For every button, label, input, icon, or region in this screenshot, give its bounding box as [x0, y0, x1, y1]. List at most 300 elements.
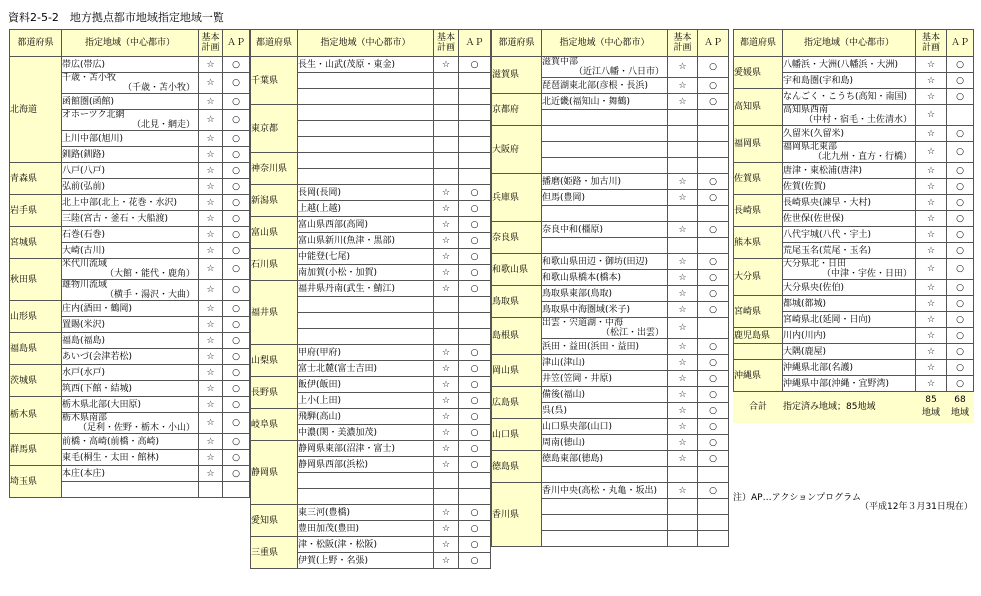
basic-plan-mark [199, 482, 223, 498]
basic-plan-mark: ☆ [199, 381, 223, 397]
table-row [492, 355, 729, 371]
basic-plan-mark: ☆ [199, 450, 223, 466]
area-central-cities: （中村・宿毛・土佐清水） [803, 115, 912, 125]
designated-area-cell [298, 553, 434, 569]
designated-area-cell [542, 339, 668, 355]
action-program-mark: ○ [459, 345, 491, 361]
header-basic-plan: 基本 計画 [199, 30, 223, 57]
basic-plan-mark: ☆ [668, 318, 698, 339]
table-row [251, 57, 491, 73]
basic-plan-mark: ☆ [199, 434, 223, 450]
action-program-mark: ○ [223, 259, 250, 280]
action-program-mark: ○ [223, 381, 250, 397]
total-summary: 指定済み地域；85地域 [783, 392, 916, 423]
area-name: 但馬(豊岡) [542, 192, 586, 203]
table-row [734, 163, 974, 179]
action-program-mark: ○ [223, 57, 250, 73]
area-name: 津・松阪(津・松阪) [298, 539, 378, 550]
basic-plan-mark: ☆ [434, 361, 459, 377]
basic-plan-mark: ☆ [668, 451, 698, 467]
action-program-mark [698, 126, 729, 142]
area-name: 中能登(七尾) [298, 251, 351, 262]
basic-plan-mark [434, 73, 459, 89]
action-program-mark [459, 169, 491, 185]
action-program-mark: ○ [223, 365, 250, 381]
area-name: 佐賀(佐賀) [783, 181, 827, 192]
designated-area-cell [298, 393, 434, 409]
action-program-mark: ○ [223, 317, 250, 333]
action-program-mark [459, 313, 491, 329]
basic-plan-mark [668, 206, 698, 222]
designated-area-cell [62, 317, 199, 333]
table-row [734, 360, 974, 376]
basic-plan-mark [434, 169, 459, 185]
table-header [251, 30, 491, 57]
area-name: 徳島東部(徳島) [542, 453, 604, 464]
table-row [734, 296, 974, 312]
area-name: 雄物川流域 [62, 280, 108, 290]
area-name: 静岡県東部(沼津・富士) [298, 443, 396, 454]
designated-area-cell [62, 397, 199, 413]
area-central-cities: （中津・宇佐・日田） [821, 269, 912, 279]
area-name: 本庄(本庄) [62, 468, 106, 479]
area-name: 沖縄県中部(沖縄・宜野湾) [783, 378, 890, 389]
table-header [734, 30, 974, 57]
designated-area-cell [298, 297, 434, 313]
basic-plan-mark [434, 137, 459, 153]
designated-area-cell [783, 259, 916, 280]
basic-plan-mark: ☆ [916, 259, 947, 280]
area-central-cities: （松江・出雲） [600, 328, 664, 338]
action-program-mark: ○ [698, 286, 729, 302]
action-program-mark: ○ [459, 217, 491, 233]
table-row [251, 249, 491, 265]
basic-plan-mark [668, 531, 698, 547]
basic-plan-mark: ☆ [434, 345, 459, 361]
table-row [734, 57, 974, 73]
area-central-cities: （横手・湯沢・大曲） [104, 290, 195, 300]
action-program-mark [698, 206, 729, 222]
area-name: 香川中央(高松・丸亀・坂出) [542, 485, 658, 496]
basic-plan-mark: ☆ [199, 280, 223, 301]
action-program-mark: ○ [223, 434, 250, 450]
action-program-mark: ○ [459, 457, 491, 473]
designated-area-cell [298, 185, 434, 201]
action-program-mark: ○ [698, 94, 729, 110]
action-program-mark: ○ [223, 349, 250, 365]
action-program-mark [947, 105, 974, 126]
table-body [734, 57, 974, 392]
action-program-mark: ○ [223, 110, 250, 131]
prefecture-cell: 愛媛県 [734, 57, 783, 89]
prefecture-cell: 茨城県 [10, 365, 62, 397]
prefecture-cell: 三重県 [251, 537, 298, 569]
area-name: 上川中部(旭川) [62, 133, 124, 144]
basic-plan-mark: ☆ [434, 441, 459, 457]
designated-area-cell [298, 345, 434, 361]
action-program-mark: ○ [459, 265, 491, 281]
area-name: 八幡浜・大洲(八幡浜・大洲) [783, 59, 899, 70]
table-row [10, 227, 250, 243]
designated-area-cell [783, 195, 916, 211]
table-total [734, 392, 974, 423]
designated-area-cell [298, 137, 434, 153]
designated-area-cell [62, 259, 199, 280]
prefecture-cell [734, 344, 783, 360]
area-name: 八代宇城(八代・宇土) [783, 229, 872, 240]
designated-area-cell [298, 537, 434, 553]
basic-plan-mark: ☆ [916, 142, 947, 163]
action-program-mark: ○ [698, 435, 729, 451]
header-action-program: ＡＰ [459, 30, 491, 57]
header-designated-area: 指定地域（中心都市） [62, 30, 199, 57]
designated-area-cell [298, 505, 434, 521]
action-program-mark: ○ [698, 387, 729, 403]
prefecture-cell: 青森県 [10, 163, 62, 195]
basic-plan-mark: ☆ [916, 243, 947, 259]
region-table-2 [250, 29, 491, 569]
area-name: 長崎県央(諫早・大村) [783, 197, 872, 208]
action-program-mark: ○ [223, 227, 250, 243]
area-name: 飛騨(高山) [298, 411, 342, 422]
designated-area-cell [62, 73, 199, 94]
basic-plan-mark: ☆ [199, 301, 223, 317]
basic-plan-mark: ☆ [916, 73, 947, 89]
designated-area-cell [783, 328, 916, 344]
table-row [10, 301, 250, 317]
designated-area-cell [62, 280, 199, 301]
action-program-mark [459, 153, 491, 169]
table-row [251, 377, 491, 393]
basic-plan-mark: ☆ [199, 259, 223, 280]
designated-area-cell [542, 254, 668, 270]
area-name: 出雲・宍道湖・中海 [542, 318, 624, 328]
area-name: 浜田・益田(浜田・益田) [542, 341, 640, 352]
basic-plan-mark: ☆ [199, 110, 223, 131]
action-program-mark: ○ [947, 259, 974, 280]
table-header [492, 30, 729, 57]
designated-area-cell [62, 482, 199, 498]
basic-plan-mark: ☆ [199, 466, 223, 482]
table-body [492, 57, 729, 547]
action-program-mark: ○ [223, 147, 250, 163]
designated-area-cell [298, 121, 434, 137]
area-name: 八戸(八戸) [62, 165, 106, 176]
area-name: 大崎(古川) [62, 245, 106, 256]
basic-plan-mark: ☆ [668, 387, 698, 403]
designated-area-cell [298, 105, 434, 121]
area-name: オホーツク北網 [62, 110, 125, 120]
basic-plan-mark [668, 126, 698, 142]
designated-area-cell [783, 360, 916, 376]
basic-plan-mark [434, 297, 459, 313]
header-prefecture: 都道府県 [10, 30, 62, 57]
table-row [10, 397, 250, 413]
action-program-mark [698, 142, 729, 158]
basic-plan-mark [434, 121, 459, 137]
basic-plan-mark: ☆ [668, 270, 698, 286]
action-program-mark: ○ [947, 195, 974, 211]
designated-area-cell [783, 73, 916, 89]
action-program-mark: ○ [698, 270, 729, 286]
basic-plan-mark: ☆ [668, 371, 698, 387]
designated-area-cell [298, 265, 434, 281]
action-program-mark: ○ [947, 344, 974, 360]
area-name: 中濃(関・美濃加茂) [298, 427, 378, 438]
designated-area-cell [298, 489, 434, 505]
designated-area-cell [542, 190, 668, 206]
action-program-mark: ○ [947, 89, 974, 105]
designated-area-cell [542, 515, 668, 531]
prefecture-cell: 宮城県 [10, 227, 62, 259]
designated-area-cell [783, 211, 916, 227]
area-name: 宮崎県北(延岡・日向) [783, 314, 872, 325]
action-program-mark: ○ [698, 371, 729, 387]
prefecture-cell: 福井県 [251, 281, 298, 345]
basic-plan-mark: ☆ [434, 425, 459, 441]
prefecture-cell: 宮崎県 [734, 296, 783, 328]
action-program-mark: ○ [223, 243, 250, 259]
area-name: 福井県丹南(武生・鯖江) [298, 283, 396, 294]
designated-area-cell [542, 110, 668, 126]
basic-plan-mark: ☆ [199, 365, 223, 381]
page-title: 資料2-5-2 地方拠点都市地域指定地域一覧 [8, 11, 224, 24]
basic-plan-mark: ☆ [916, 296, 947, 312]
basic-plan-mark [668, 158, 698, 174]
prefecture-cell: 大阪府 [492, 126, 542, 174]
prefecture-cell: 大分県 [734, 259, 783, 296]
basic-plan-mark: ☆ [434, 281, 459, 297]
basic-plan-mark: ☆ [916, 211, 947, 227]
action-program-mark: ○ [223, 211, 250, 227]
area-name: 大分県北・日田 [783, 259, 847, 269]
region-table-4 [733, 29, 974, 423]
area-name: 大分県央(佐伯) [783, 282, 845, 293]
prefecture-cell: 神奈川県 [251, 153, 298, 185]
action-program-mark: ○ [698, 190, 729, 206]
designated-area-cell [62, 381, 199, 397]
area-name: 富山県西部(高岡) [298, 219, 369, 230]
area-name: 静岡県西部(浜松) [298, 459, 369, 470]
basic-plan-mark: ☆ [916, 163, 947, 179]
prefecture-cell: 栃木県 [10, 397, 62, 434]
basic-plan-mark: ☆ [916, 195, 947, 211]
area-name: 南加賀(小松・加賀) [298, 267, 378, 278]
designated-area-cell [298, 329, 434, 345]
designated-area-cell [62, 147, 199, 163]
action-program-mark: ○ [698, 78, 729, 94]
basic-plan-mark [668, 467, 698, 483]
designated-area-cell [298, 377, 434, 393]
designated-area-cell [542, 286, 668, 302]
basic-plan-mark: ☆ [668, 57, 698, 78]
designated-area-cell [298, 57, 434, 73]
action-program-mark: ○ [698, 254, 729, 270]
action-program-mark: ○ [698, 419, 729, 435]
action-program-mark: ○ [459, 201, 491, 217]
area-name: 上小(上田) [298, 395, 342, 406]
action-program-mark [459, 329, 491, 345]
area-name: 和歌山県田辺・御坊(田辺) [542, 256, 649, 267]
action-program-mark: ○ [459, 233, 491, 249]
area-name: 呉(呉) [542, 405, 568, 416]
table-row [10, 466, 250, 482]
action-program-mark [459, 121, 491, 137]
designated-area-cell [62, 434, 199, 450]
action-program-mark [459, 473, 491, 489]
designated-area-cell [783, 105, 916, 126]
basic-plan-mark: ☆ [434, 249, 459, 265]
action-program-mark [698, 467, 729, 483]
action-program-mark: ○ [698, 57, 729, 78]
area-name: 北近畿(福知山・舞鶴) [542, 96, 631, 107]
basic-plan-mark: ☆ [916, 312, 947, 328]
area-central-cities: （北九州・直方・行橋） [812, 152, 912, 162]
designated-area-cell [783, 57, 916, 73]
prefecture-cell: 新潟県 [251, 185, 298, 217]
basic-plan-mark: ☆ [668, 435, 698, 451]
area-central-cities: （北見・網走） [131, 120, 195, 130]
prefecture-cell: 兵庫県 [492, 174, 542, 222]
area-name: 井笠(笠岡・井原) [542, 373, 613, 384]
action-program-mark [459, 89, 491, 105]
action-program-mark [459, 105, 491, 121]
designated-area-cell [542, 531, 668, 547]
basic-plan-mark: ☆ [434, 409, 459, 425]
total-row [734, 392, 974, 423]
basic-plan-mark: ☆ [668, 190, 698, 206]
designated-area-cell [783, 296, 916, 312]
action-program-mark: ○ [698, 339, 729, 355]
basic-plan-mark: ☆ [668, 302, 698, 318]
area-name: 栃木県南部 [62, 413, 108, 423]
basic-plan-mark: ☆ [916, 344, 947, 360]
action-program-mark: ○ [459, 553, 491, 569]
area-name: 置賜(米沢) [62, 319, 106, 330]
action-program-mark [698, 110, 729, 126]
area-name: 千歳・苫小牧 [62, 73, 117, 83]
prefecture-cell: 香川県 [492, 483, 542, 547]
action-program-mark: ○ [947, 296, 974, 312]
action-program-mark: ○ [223, 397, 250, 413]
action-program-mark: ○ [947, 360, 974, 376]
designated-area-cell [542, 371, 668, 387]
basic-plan-mark: ☆ [668, 286, 698, 302]
basic-plan-mark: ☆ [199, 179, 223, 195]
designated-area-cell [783, 227, 916, 243]
prefecture-cell: 長崎県 [734, 195, 783, 227]
header-prefecture: 都道府県 [492, 30, 542, 57]
basic-plan-mark: ☆ [199, 349, 223, 365]
action-program-mark: ○ [459, 441, 491, 457]
area-name: 石巻(石巻) [62, 229, 106, 240]
table-row [734, 195, 974, 211]
table-row [734, 89, 974, 105]
table-row [251, 441, 491, 457]
basic-plan-mark: ☆ [199, 94, 223, 110]
action-program-mark: ○ [459, 409, 491, 425]
designated-area-cell [542, 483, 668, 499]
designated-area-cell [298, 89, 434, 105]
area-name: 甲府(甲府) [298, 347, 342, 358]
header-prefecture: 都道府県 [734, 30, 783, 57]
area-name: 奈良中和(橿原) [542, 224, 604, 235]
action-program-mark: ○ [223, 73, 250, 94]
basic-plan-mark: ☆ [199, 333, 223, 349]
action-program-mark: ○ [223, 450, 250, 466]
designated-area-cell [62, 110, 199, 131]
basic-plan-mark [668, 499, 698, 515]
designated-area-cell [298, 409, 434, 425]
action-program-mark: ○ [223, 94, 250, 110]
prefecture-cell: 広島県 [492, 387, 542, 419]
basic-plan-mark [434, 89, 459, 105]
basic-plan-mark: ☆ [434, 553, 459, 569]
action-program-mark: ○ [459, 425, 491, 441]
area-central-cities: （足利・佐野・栃木・小山） [77, 423, 195, 433]
basic-plan-mark [434, 329, 459, 345]
basic-plan-mark: ☆ [434, 521, 459, 537]
table-row [734, 344, 974, 360]
area-name: 荒尾玉名(荒尾・玉名) [783, 245, 872, 256]
designated-area-cell [542, 403, 668, 419]
basic-plan-mark: ☆ [199, 227, 223, 243]
action-program-mark: ○ [459, 361, 491, 377]
area-name: 栃木県北部(大田原) [62, 399, 142, 410]
basic-plan-mark: ☆ [199, 243, 223, 259]
designated-area-cell [62, 211, 199, 227]
basic-plan-mark: ☆ [916, 280, 947, 296]
designated-area-cell [542, 126, 668, 142]
action-program-mark [459, 73, 491, 89]
designated-area-cell [298, 169, 434, 185]
basic-plan-mark: ☆ [434, 537, 459, 553]
basic-plan-mark: ☆ [199, 317, 223, 333]
basic-plan-mark: ☆ [668, 419, 698, 435]
prefecture-cell: 愛知県 [251, 505, 298, 537]
area-name: 津山(津山) [542, 357, 586, 368]
area-name: 山口県央部(山口) [542, 421, 613, 432]
table-row [251, 345, 491, 361]
designated-area-cell [298, 473, 434, 489]
area-name: 鳥取県中海圏域(米子) [542, 304, 631, 315]
action-program-mark: ○ [947, 126, 974, 142]
prefecture-cell: 山口県 [492, 419, 542, 451]
designated-area-cell [62, 131, 199, 147]
table-row [251, 185, 491, 201]
designated-area-cell [542, 158, 668, 174]
prefecture-cell: 鹿児島県 [734, 328, 783, 344]
basic-plan-mark: ☆ [668, 339, 698, 355]
area-name: 釧路(釧路) [62, 149, 106, 160]
area-name: 高知県西南 [783, 105, 829, 115]
table-row [251, 505, 491, 521]
area-name: 弘前(弘前) [62, 181, 106, 192]
basic-plan-mark: ☆ [199, 163, 223, 179]
prefecture-cell: 熊本県 [734, 227, 783, 259]
area-name: 播磨(姫路・加古川) [542, 176, 622, 187]
area-central-cities: （大館・能代・鹿角） [104, 269, 195, 279]
basic-plan-mark [434, 313, 459, 329]
designated-area-cell [542, 57, 668, 78]
header-basic-plan: 基本 計画 [434, 30, 459, 57]
table-row [734, 328, 974, 344]
basic-plan-mark [434, 473, 459, 489]
basic-plan-mark: ☆ [668, 403, 698, 419]
basic-plan-mark: ☆ [434, 217, 459, 233]
designated-area-cell [298, 233, 434, 249]
region-table-1 [9, 29, 250, 498]
